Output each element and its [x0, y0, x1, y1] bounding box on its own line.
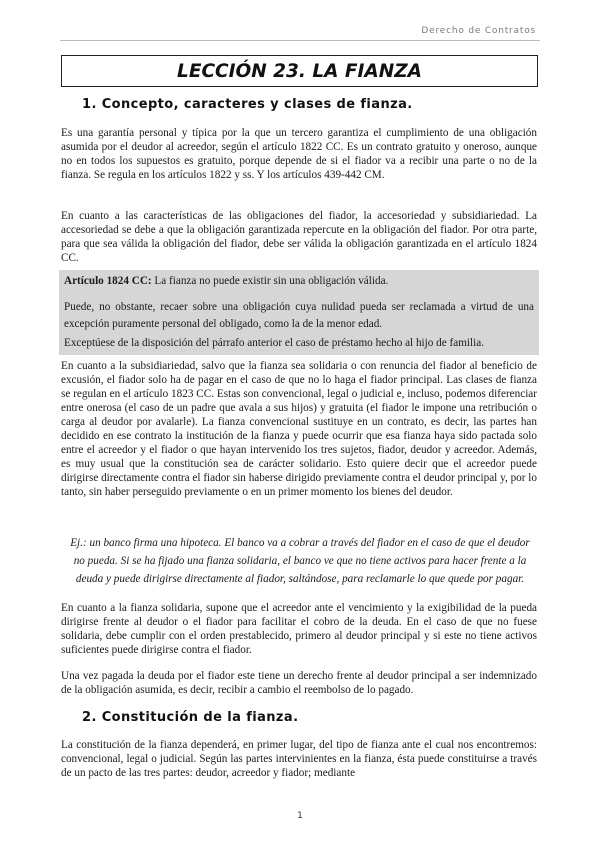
quote-line-3: Exceptúese de la disposición del párrafo anterior el caso de préstamo hecho al hijo de familia. — [64, 337, 484, 349]
lesson-title: LECCIÓN 23. LA FIANZA — [177, 60, 422, 82]
paragraph-subsidiarity: En cuanto a la subsidiariedad, salvo que la fianza sea solidaria o con renuncia del fiador al beneficio de excusión, el fiador solo ha de pagar en el caso de que no lo haga el fiador principal. Las clases de fianza se regulan en el artículo 1823 CC. Estas son convencional, legal o judicial e, incluso, podemos diferenciar entre onerosa (el caso de un padre que avala a sus hijos) y gratuita (el fiador le impone una retribución o carga al deudor por avalarle). La fianza convencional sustituye en un contrato, es decir, las partes han decidido en ese contrato la institución de la fianza y puede ocurrir que esa fianza haya sido pactada solo entre el acreedor y el fiador o que hayan intervenido los tres sujetos, fiador, deudor y acreedor. Además, es muy usual que la constitución sea de carácter solidario. Esto quiere decir que el acreedor puede dirigirse directamente contra el fiador sin haberse dirigido previamente contra el deudor principal y, por lo tanto, sin haber perseguido previamente o en un primer momento los bienes del deudor. — [61, 360, 537, 498]
page-number: 1 — [297, 811, 303, 821]
quote-line-1 — [64, 273, 534, 290]
paragraph-payment: Una vez pagada la deuda por el fiador este tiene un derecho frente al deudor principal a ser indemnizado de la obligación asumida, es decir, recibir a cambio el reembolso de lo pagado. — [61, 670, 537, 696]
header-divider — [60, 40, 540, 41]
title-box — [61, 55, 538, 87]
quote-line-2: Puede, no obstante, recaer sobre una obligación cuya nulidad pueda ser reclamada a virtud de una excepción puramente personal del obligado, como la de la menor edad. — [64, 301, 534, 330]
paragraph-characteristics: En cuanto a las características de las obligaciones del fiador, la accesoriedad y subsidiariedad. La accesoriedad se debe a que la obligación garantizada repercute en la obligación del fiador. Por otra parte, para que sea válida la obligación del fiador, debe ser válida la obligación garantizada en el artículo 1824 CC. — [61, 210, 537, 264]
quote-label: Artículo 1824 CC: — [64, 275, 152, 287]
paragraph-solidary: En cuanto a la fianza solidaria, supone que el acreedor ante el vencimiento y la exigibilidad de la pueda dirigirse frente al deudor o el fiador para facilitar el cobro de la deuda. En el caso de que no fuese solidaria, debe cumplir con el orden prestablecido, primero al deudor principal y si este no tiene activos suficientes puede dirigirse contra el fiador. — [61, 602, 537, 656]
paragraph-concept: Es una garantía personal y típica por la que un tercero garantiza el cumplimiento de una obligación asumida por el deudor al acreedor, según el artículo 1822 CC. Es un contrato gratuito y oneroso, aunque no en todos los supuestos es gratuito, porque depende de si el fiador va a recibir una parte o no de la fianza. Se regula en los artículos 1822 y ss. Y los artículos 439-442 CM. — [61, 127, 537, 181]
example-note: Ej.: un banco firma una hipoteca. El banco va a cobrar a través del fiador en el caso de que el deudor no pueda. Si se ha fijado una fianza solidaria, el banco ve que no tiene activos para hacer frente a la deuda y puede dirigirse directamente al fiador, saltándose, para reclamarle lo que quede por pagar. — [70, 537, 530, 585]
section-heading-2: 2. Constitución de la fianza. — [82, 710, 299, 725]
document-header-course: Derecho de Contratos — [421, 26, 536, 36]
paragraph-constitution: La constitución de la fianza dependerá, en primer lugar, del tipo de fianza ante el cual nos encontremos: convencional, legal o judicial. Según las partes intervinientes en la fianza, ésta puede constituirse a través de un pacto de las tres partes: deudor, acreedor y fiador; mediante — [61, 739, 537, 779]
section-heading-1: 1. Concepto, caracteres y clases de fianza. — [82, 97, 413, 112]
quote-text-1: La fianza no puede existir sin una obligación válida. — [154, 275, 389, 287]
